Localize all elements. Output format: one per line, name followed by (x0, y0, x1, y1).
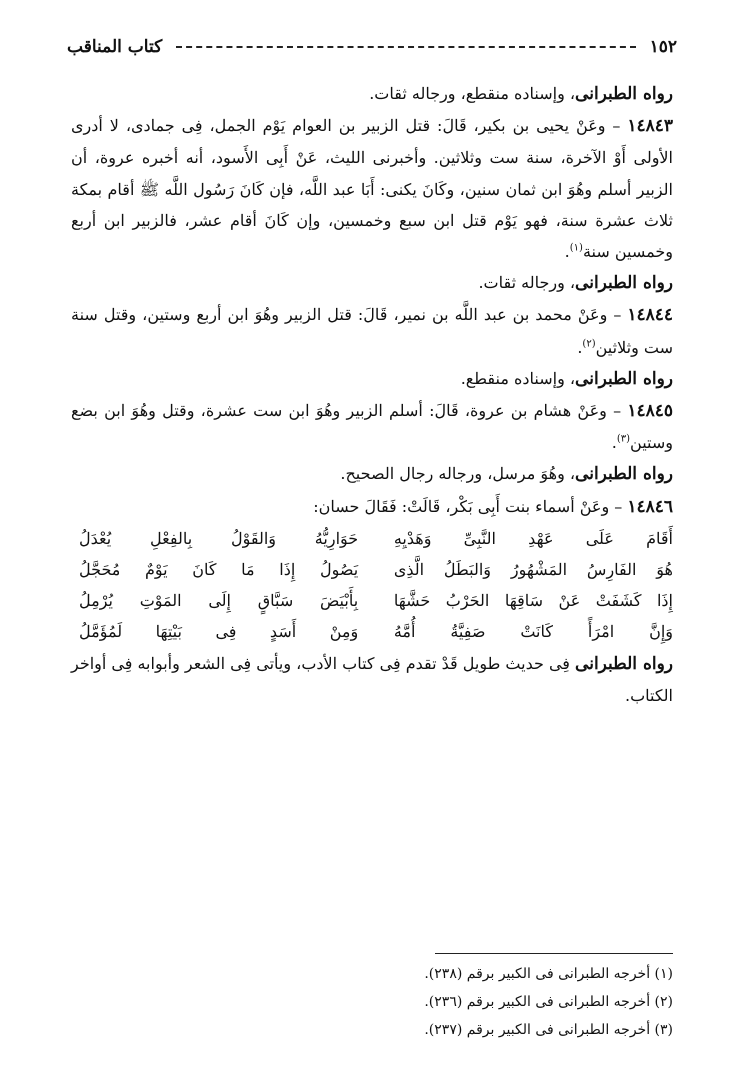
source-note (71, 363, 673, 395)
footnote: (٣) أخرجه الطبرانى فى الكبير برقم (٢٣٧). (424, 1022, 673, 1038)
hadith-14845: ١٤٨٤٥ – وعَنْ هشام بن عروة، قَالَ: أسلم الزبير وهُوَ ابن ست عشرة، وقتل وهُوَ ابن بضع وستين$^{(٣)}$. (71, 401, 673, 453)
footnote: (١) أخرجه الطبرانى فى الكبير برقم (٢٣٨). (424, 966, 673, 982)
source-name: رواه الطبرانى (575, 273, 673, 294)
closing-text: فِى حديث طويل قَدْ تقدم فِى كتاب الأدب، ويأتى فِى الشعر وأبوابه فِى أواخر الكتاب. (70, 653, 673, 705)
chapter-title: كتاب المناقب (67, 37, 163, 57)
verse-second-hemistich: بِأَبْيَضَ سَبَّاقٍ إِلَى المَوْتِ يُرْمِلُ (79, 591, 359, 611)
verse-first-hemistich: وَإِنَّ امْرَأً كَانَتْ صَفِيَّةُ أُمَّهُ (393, 622, 673, 642)
source-name: رواه الطبرانى (575, 653, 673, 674)
source-text: ، وإسناده منقطع، ورجاله ثقات. (369, 84, 576, 103)
source-name: رواه الطبرانى (575, 84, 673, 104)
hadith-number: ١٤٨٤٥ (627, 401, 673, 422)
hadith-14846 (71, 491, 673, 523)
footnote: (٢) أخرجه الطبرانى فى الكبير برقم (٢٣٦). (424, 994, 673, 1010)
verse-second-hemistich: يَصُولُ إِذَا مَا كَانَ يَوْمٌ مُحَجَّلُ (79, 560, 359, 580)
source-name: رواه الطبرانى (575, 368, 673, 389)
hadith-14844: ١٤٨٤٤ – وعَنْ محمد بن عبد اللَّه بن نمير، قَالَ: قتل الزبير وهُوَ ابن أربع وستين، وقتل سنة ست وثلاثين$^{(٢)}$. (71, 305, 673, 357)
hadith-text: – وعَنْ يحيى بن بكير، قَالَ: قتل الزبير بن العوام يَوْم الجمل، فِى جمادى، لا أدرى الأولى أَوْ الآخرة، سنة ست وثلاثين. وأخبرنى الليث، عَنْ أَبِى الأَسود، أنه أخبره عروة، أن الزبير أسلم وهُوَ ابن ثمان سنين، وكَانَ يكنى: أَبَا عبد اللَّه، فإن كَانَ رَسُول اللَّه ﷺ أقام بمكة ثلاث عشرة سنة، فهو يَوْم قتل ابن سبع وخمسين، وإن كَانَ أقام عشر، فالزبير ابن أربع وخمسين سنة (71, 116, 674, 262)
poem-verse (79, 523, 673, 554)
footnote-ref: (٣) (616, 433, 631, 445)
closing-note (71, 648, 673, 711)
hadith-text: – وعَنْ أسماء بنت أَبِى بَكْر، قَالَتْ: فَقَالَ حسان: (313, 496, 628, 516)
verse-first-hemistich: إِذَا كَشَفَتْ عَنْ سَاقِهَا الحَرْبُ حَشَّهَا (393, 591, 673, 611)
verse-second-hemistich: حَوَارِيُّهُ وَالقَوْلُ بِالفِعْلِ يُعْدَلُ (79, 528, 359, 548)
source-note (71, 267, 673, 299)
source-text: ، وهُوَ مرسل، ورجاله رجال الصحيح. (340, 464, 576, 484)
page-number: ١٥٢ (649, 37, 677, 57)
source-name: رواه الطبرانى (575, 464, 673, 485)
verse-second-hemistich: وَمِنْ أَسَدٍ فِى بَيْتِهَا لَمُؤَمَّلُ (79, 622, 359, 642)
source-note (71, 78, 673, 110)
hadith-text: – وعَنْ محمد بن عبد اللَّه بن نمير، قَالَ: قتل الزبير وهُوَ ابن أربع وستين، وقتل سنة ست وثلاثين (71, 305, 673, 357)
verse-first-hemistich: هُوَ الفَارِسُ المَشْهُورُ وَالبَطَلُ الَّذِى (393, 560, 673, 580)
running-header (67, 34, 677, 60)
hadith-number: ١٤٨٤٦ (627, 496, 673, 517)
verse-first-hemistich: أَقَامَ عَلَى عَهْدِ النَّبِىِّ وَهَدْيِهِ (393, 528, 673, 548)
source-note (71, 458, 673, 490)
footnotes (273, 960, 673, 1044)
main-text (71, 78, 673, 711)
hadith-number: ١٤٨٤٤ (627, 305, 673, 326)
footnote-ref: (٢) (582, 338, 596, 350)
source-text: ، ورجاله ثقات. (478, 273, 576, 293)
hadith-number: ١٤٨٤٣ (627, 116, 673, 137)
poem-verse (79, 616, 673, 647)
hadith-14843: ١٤٨٤٣ – وعَنْ يحيى بن بكير، قَالَ: قتل الزبير بن العوام يَوْم الجمل، فِى جمادى، لا أدرى الأولى أَوْ الآخرة، سنة ست وثلاثين. وأخبرنى الليث، عَنْ أَبِى الأَسود، أنه أخبره عروة، أن الزبير أسلم وهُوَ ابن ثمان سنين، وكَانَ يكنى: أَبَا عبد اللَّه، فإن كَانَ رَسُول اللَّه ﷺ أقام بمكة ثلاث عشرة سنة، فهو يَوْم قتل ابن سبع وخمسين، وإن كَانَ أقام عشر، فالزبير ابن أربع وخمسين سنة$^{(١)}$. (71, 116, 674, 262)
poem (71, 523, 673, 648)
poem-verse (79, 585, 673, 616)
footnote-separator (435, 953, 673, 954)
poem-verse (79, 554, 673, 585)
header-rule (176, 46, 635, 48)
source-text: ، وإسناده منقطع. (460, 368, 576, 388)
footnote-ref: (١) (569, 242, 583, 254)
hadith-text: – وعَنْ هشام بن عروة، قَالَ: أسلم الزبير وهُوَ ابن ست عشرة، وقتل وهُوَ ابن بضع وستين (71, 401, 673, 453)
